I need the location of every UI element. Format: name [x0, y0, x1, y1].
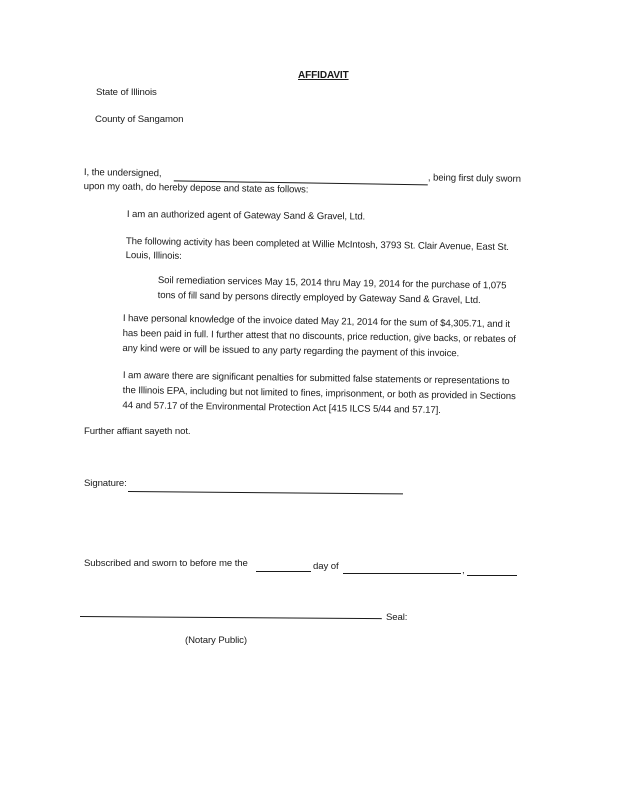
- state-line: State of Illinois: [96, 87, 157, 98]
- penalty-line-2: the Illinois EPA, including but not limited to fines, imprisonment, or both as provided in Sections: [122, 384, 516, 403]
- penalty-line-3: 44 and 57.17 of the Environmental Protection Act [415 ILCS 5/44 and 57.17].: [122, 399, 441, 416]
- subscribed-text: Subscribed and sworn to before me the: [84, 558, 248, 569]
- activity-block: [126, 236, 546, 273]
- penalty-block: [122, 370, 543, 427]
- year-blank[interactable]: [467, 575, 517, 576]
- services-line-1: Soil remediation services May 15, 2014 thru May 19, 2014 for the purchase of 1,075: [157, 275, 507, 292]
- intro-text-line2: upon my oath, do hereby depose and state as follows:: [83, 180, 309, 196]
- county-line: County of Sangamon: [95, 114, 184, 125]
- seal-label: Seal:: [386, 612, 408, 623]
- notary-signature-line[interactable]: [80, 616, 382, 619]
- knowledge-line-3: any kind were or will be issued to any party regarding the payment of this invoice.: [122, 342, 460, 360]
- day-of-text: day of: [313, 561, 339, 572]
- knowledge-block: [122, 313, 543, 370]
- knowledge-line-2: has been paid in full. I further attest that no discounts, price reduction, give backs, or rebates of: [122, 327, 516, 346]
- intro-text-start: I, the undersigned,: [83, 167, 162, 180]
- signature-line[interactable]: [128, 491, 403, 494]
- services-line-2: tons of fill sand by persons directly employed by Gateway Sand & Gravel, Ltd.: [157, 289, 481, 307]
- signature-label: Signature:: [84, 478, 127, 489]
- knowledge-line-1: I have personal knowledge of the invoice dated May 21, 2014 for the sum of $4,305.71, and it: [122, 313, 511, 331]
- notary-label: (Notary Public): [185, 635, 247, 646]
- closing-statement: Further affiant sayeth not.: [84, 426, 191, 437]
- date-separator: ,: [462, 565, 465, 576]
- agent-statement: I am an authorized agent of Gateway Sand & Gravel, Ltd.: [126, 209, 366, 223]
- activity-line-2: Louis, Illinois:: [125, 249, 182, 262]
- intro-text-end: , being first duly sworn: [427, 172, 521, 185]
- penalty-line-1: I am aware there are significant penalties for submitted false statements or representations to: [122, 370, 510, 388]
- document-title: AFFIDAVIT: [298, 70, 349, 81]
- intro-block: [83, 167, 543, 206]
- month-blank[interactable]: [343, 573, 461, 574]
- services-block: [158, 275, 538, 311]
- day-blank[interactable]: [256, 571, 311, 572]
- activity-line-1: The following activity has been completed at Willie McIntosh, 3793 St. Clair Avenue, East St.: [125, 236, 509, 254]
